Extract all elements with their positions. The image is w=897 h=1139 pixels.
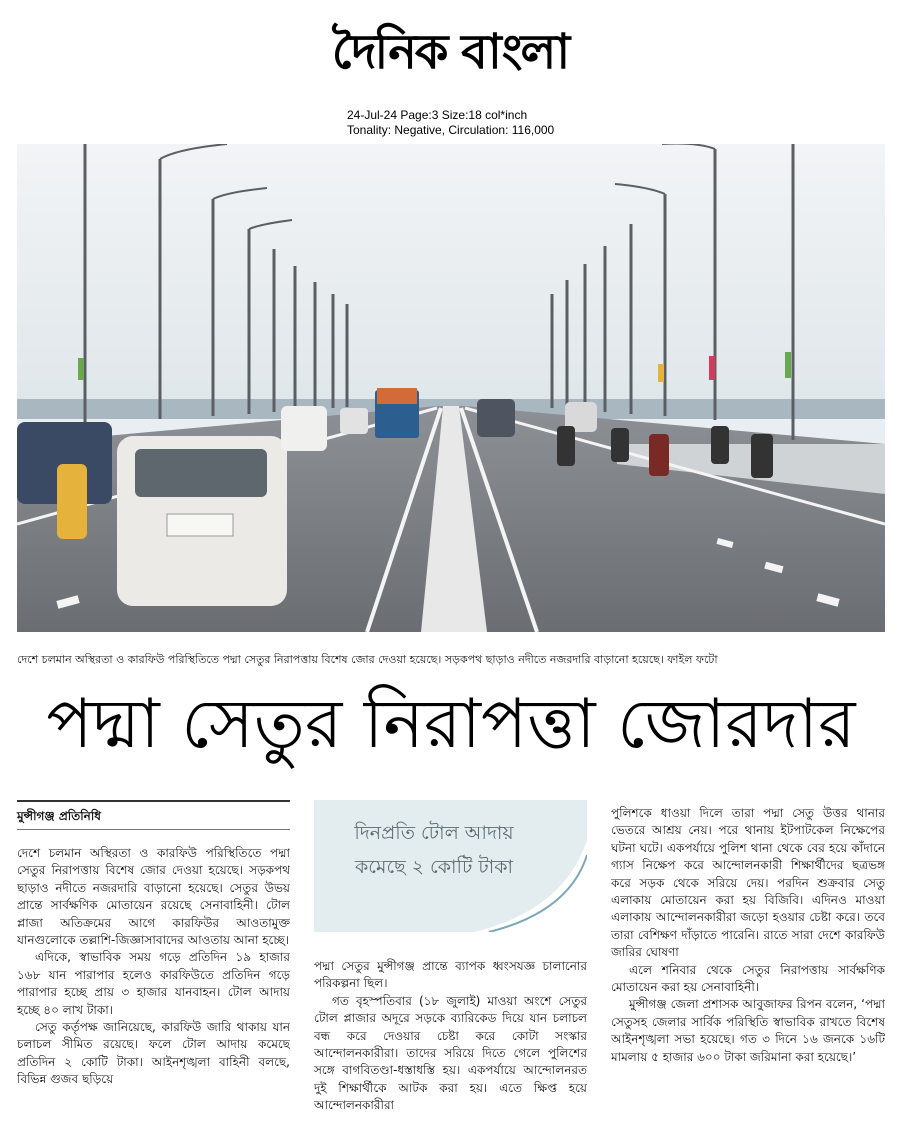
paragraph: গত বৃহস্পতিবার (১৮ জুলাই) মাওয়া অংশে সেতুর টোল প্লাজার অদূরে সড়কে ব্যারিকেড দিয়ে যান চলাচল বন্ধ করে দেওয়ার চেষ্টা করে কোটা সংস্কার আন্দোলনকারীরা। তাদের সরিয়ে দিতে গেলে পুলিশের সঙ্গে বাগবিতণ্ডা-ধস্তাধস্তি হয়। একপর্যায়ে আন্দোলনরত দুই শিক্ষার্থীকে আটক করা হয়। এতে ক্ষিপ্ত হয়ে আন্দোলনকারীরা <box>314 993 587 1113</box>
paragraph: সেতু কর্তৃপক্ষ জানিয়েছে, কারফিউ জারি থাকায় যান চলাচল সীমিত রয়েছে। ফলে টোল আদায় কমেছে প্রতিদিন ২ কোটি টাকা। আইনশৃঙ্খলা বাহিনী বলছে, বিভিন্ন গুজব ছড়িয়ে <box>17 1020 290 1087</box>
bridge-photo-illustration <box>17 144 885 632</box>
meta-line-date-page: 24-Jul-24 Page:3 Size:18 col*inch <box>347 108 528 122</box>
paragraph: মুন্সীগঞ্জ জেলা প্রশাসক আবুজাফর রিপন বলেন, ‘পদ্মা সেতুসহ জেলার সার্বিক পরিস্থিতি স্বাভাবিক রাখতে বিশেষ আইনশৃঙ্খলা সভা হয়েছে। গত ৩ দিনে ১৬ জনকে ১৬টি মামলায় ৫ হাজার ৬০০ টাকা জরিমানা করা হয়েছে।’ <box>611 997 885 1064</box>
paragraph: পদ্মা সেতুর মুন্সীগঞ্জ প্রান্তে ব্যাপক ধ্বংসযজ্ঞ চালানোর পরিকল্পনা ছিল। <box>314 959 587 991</box>
newspaper-logo: দৈনিক বাংলা <box>331 24 569 80</box>
photo-caption: দেশে চলমান অস্থিরতা ও কারফিউ পরিস্থিতিতে পদ্মা সেতুর নিরাপত্তায় বিশেষ জোর দেওয়া হয়েছে। সড়কপথ ছাড়াও নদীতে নজরদারি বাড়ানো হয়েছে। ফাইল ফটো <box>17 653 718 666</box>
byline-rule-top <box>17 800 290 802</box>
byline-rule-bottom <box>17 829 290 830</box>
paragraph: দেশে চলমান অস্থিরতা ও কারফিউ পরিস্থিতিতে পদ্মা সেতুর নিরাপত্তায় বিশেষ জোর দেওয়া হয়েছে। সড়কপথ ছাড়াও নদীতে নজরদারি বাড়ানো হয়েছে। সেতুর উভয় প্রান্তে সার্বক্ষণিক মোতায়েন রয়েছে সেনাবাহিনী। টোল প্লাজা অতিক্রমের আগে কারফিউর আওতামুক্ত যানগুলোকে তল্লাশি-জিজ্ঞাসাবাদের আওতায় আনা হচ্ছে। <box>17 846 290 948</box>
pull-quote-text: দিনপ্রতি টোল আদায় কমেছে ২ কোটি টাকা <box>354 822 514 878</box>
masthead <box>300 2 600 102</box>
bridge-photo <box>17 144 885 632</box>
article-column-1 <box>17 845 290 1139</box>
article-headline: পদ্মা সেতুর নিরাপত্তা জোরদার <box>46 685 856 764</box>
article-column-3 <box>611 805 885 1139</box>
article-column-2 <box>314 958 587 1139</box>
paragraph: এলে শনিবার থেকে সেতুর নিরাপত্তায় সার্বক্ষণিক মোতায়েন করা হয় সেনাবাহিনী। <box>611 962 885 995</box>
clipping-meta <box>347 108 607 138</box>
paragraph: পুলিশকে ধাওয়া দিলে তারা পদ্মা সেতু উত্তর থানার ভেতরে আশ্রয় নেয়। পরে থানায় ইটপাটকেল নিক্ষেপের ঘটনা ঘটে। একপর্যায়ে পুলিশ থানা থেকে বের হয়ে কাঁদানে গ্যাস নিক্ষেপ করে আন্দোলনকারী শিক্ষার্থীদের ছত্রভঙ্গ করে সড়ক থেকে সরিয়ে দেয়। পরদিন শুক্রবার সেতু এলাকায় মোতায়েন করা হয় বিজিবি। এদিনও মাওয়া এলাকায় আন্দোলনকারীরা জড়ো হওয়ার চেষ্টা করে। তবে তারা বেশিক্ষণ দাঁড়াতে পারেনি। রাতে সারা দেশে কারফিউ জারির ঘোষণা <box>611 806 885 960</box>
article-byline: মুন্সীগঞ্জ প্রতিনিধি <box>17 809 101 823</box>
pull-quote-box <box>314 800 587 932</box>
meta-line-tonality: Tonality: Negative, Circulation: 116,000 <box>347 123 555 137</box>
pull-quote-swoosh-icon <box>314 800 587 932</box>
paragraph: এদিকে, স্বাভাবিক সময় গড়ে প্রতিদিন ১৯ হাজার ১৬৮ যান পারাপার হলেও কারফিউতে প্রতিদিন গড়ে পারাপার হচ্ছে প্রায় ৩ হাজার যানবাহন। টোল আদায় হচ্ছে ৪০ লাখ টাকা। <box>17 950 290 1017</box>
